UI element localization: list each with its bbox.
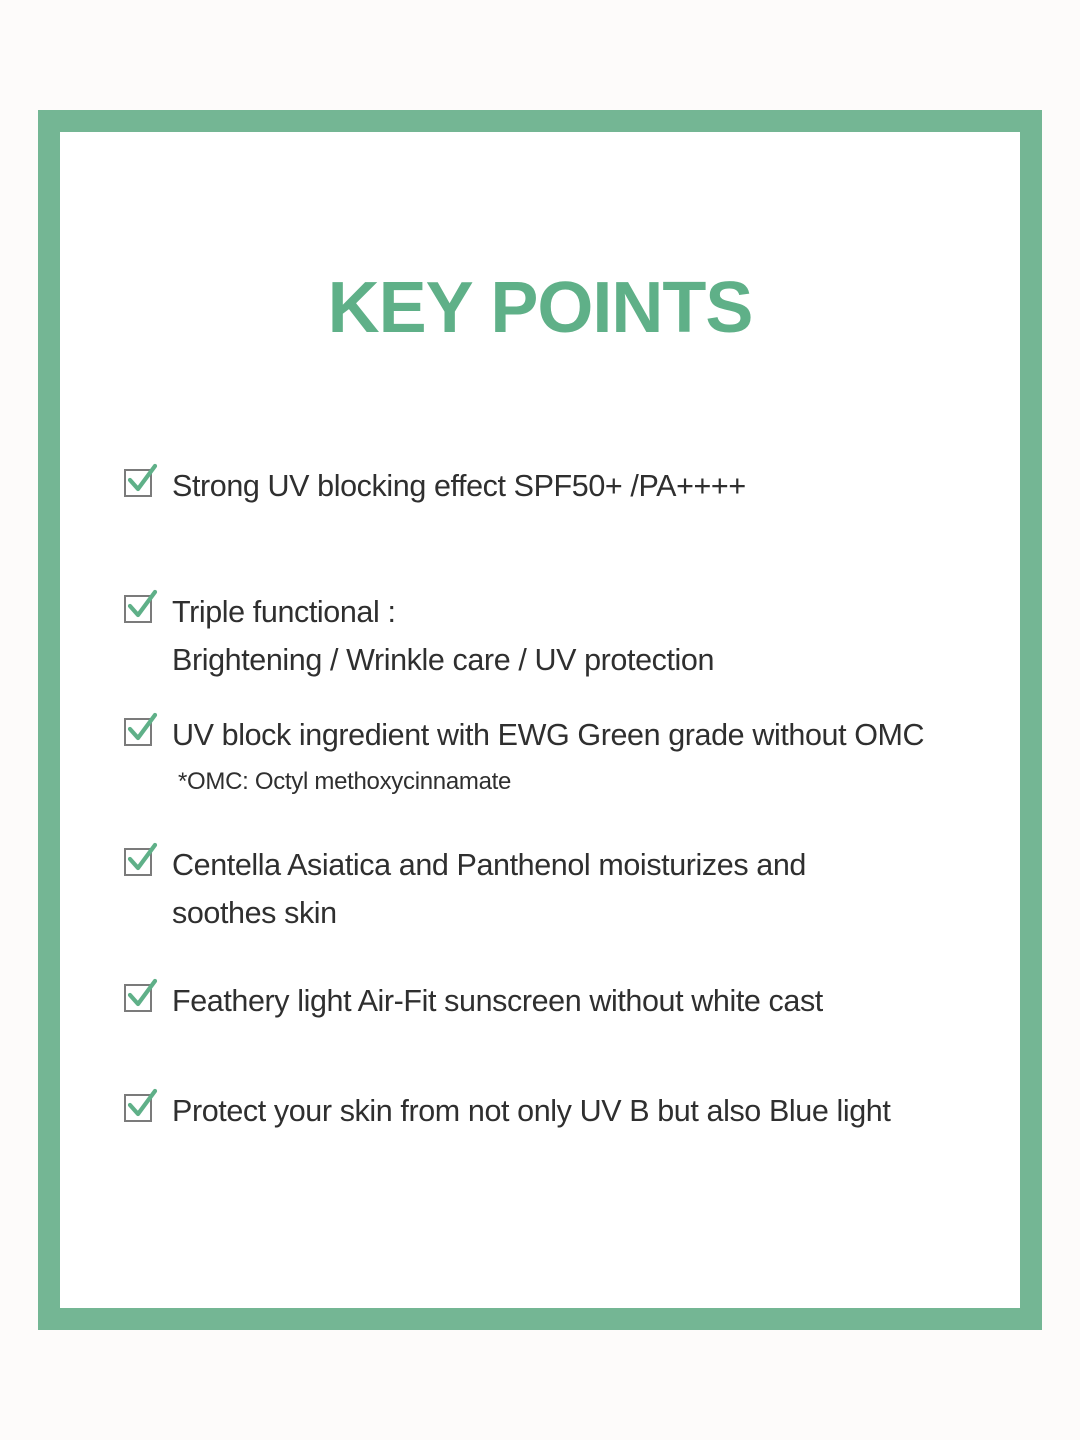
content-frame: [38, 110, 1042, 1330]
list-item-text: [172, 588, 714, 684]
check-mark-icon: [125, 842, 159, 878]
list-item: [124, 462, 986, 510]
list-item: [124, 977, 986, 1025]
spacer: [124, 1025, 986, 1087]
list-item-text: [172, 711, 924, 801]
spacer: [124, 510, 986, 588]
list-item-text: [172, 841, 806, 937]
list-item: [124, 841, 986, 937]
frame-inner: [60, 132, 1020, 1308]
list-item-line-1: Feathery light Air-Fit sunscreen without white cast: [172, 984, 823, 1019]
list-item-text: [172, 462, 746, 510]
checkbox-checked-icon: [124, 848, 154, 878]
key-points-list: [124, 462, 986, 1135]
checkbox-checked-icon: [124, 984, 154, 1014]
list-item-text: [172, 977, 823, 1025]
list-item: [124, 588, 986, 684]
checkbox-checked-icon: [124, 595, 154, 625]
spacer: [124, 937, 986, 977]
checkbox-checked-icon: [124, 469, 154, 499]
list-item-line-2: Brightening / Wrinkle care / UV protection: [172, 643, 715, 678]
check-mark-icon: [125, 978, 159, 1014]
checkbox-checked-icon: [124, 1094, 154, 1124]
list-item-line-1: Strong UV blocking effect SPF50+ /PA++++: [172, 469, 746, 503]
check-mark-icon: [125, 589, 159, 625]
check-mark-icon: [125, 463, 159, 499]
list-item-line-1: Centella Asiatica and Panthenol moisturizes and: [172, 847, 806, 882]
list-item-line-1: UV block ingredient with EWG Green grade without OMC: [172, 717, 925, 752]
list-item-text: [172, 1087, 890, 1135]
list-item-line-1: Protect your skin from not only UV B but also Blue light: [172, 1094, 891, 1129]
list-item: [124, 711, 986, 801]
page-title: KEY POINTS: [327, 268, 753, 348]
list-item-line-2: soothes skin: [172, 895, 337, 930]
list-item: [124, 1087, 986, 1135]
check-mark-icon: [125, 1088, 159, 1124]
spacer: [124, 685, 986, 711]
list-item-note: *OMC: Octyl methoxycinnamate: [178, 767, 512, 795]
check-mark-icon: [125, 712, 159, 748]
spacer: [124, 801, 986, 841]
checkbox-checked-icon: [124, 718, 154, 748]
list-item-line-1: Triple functional :: [172, 595, 396, 630]
